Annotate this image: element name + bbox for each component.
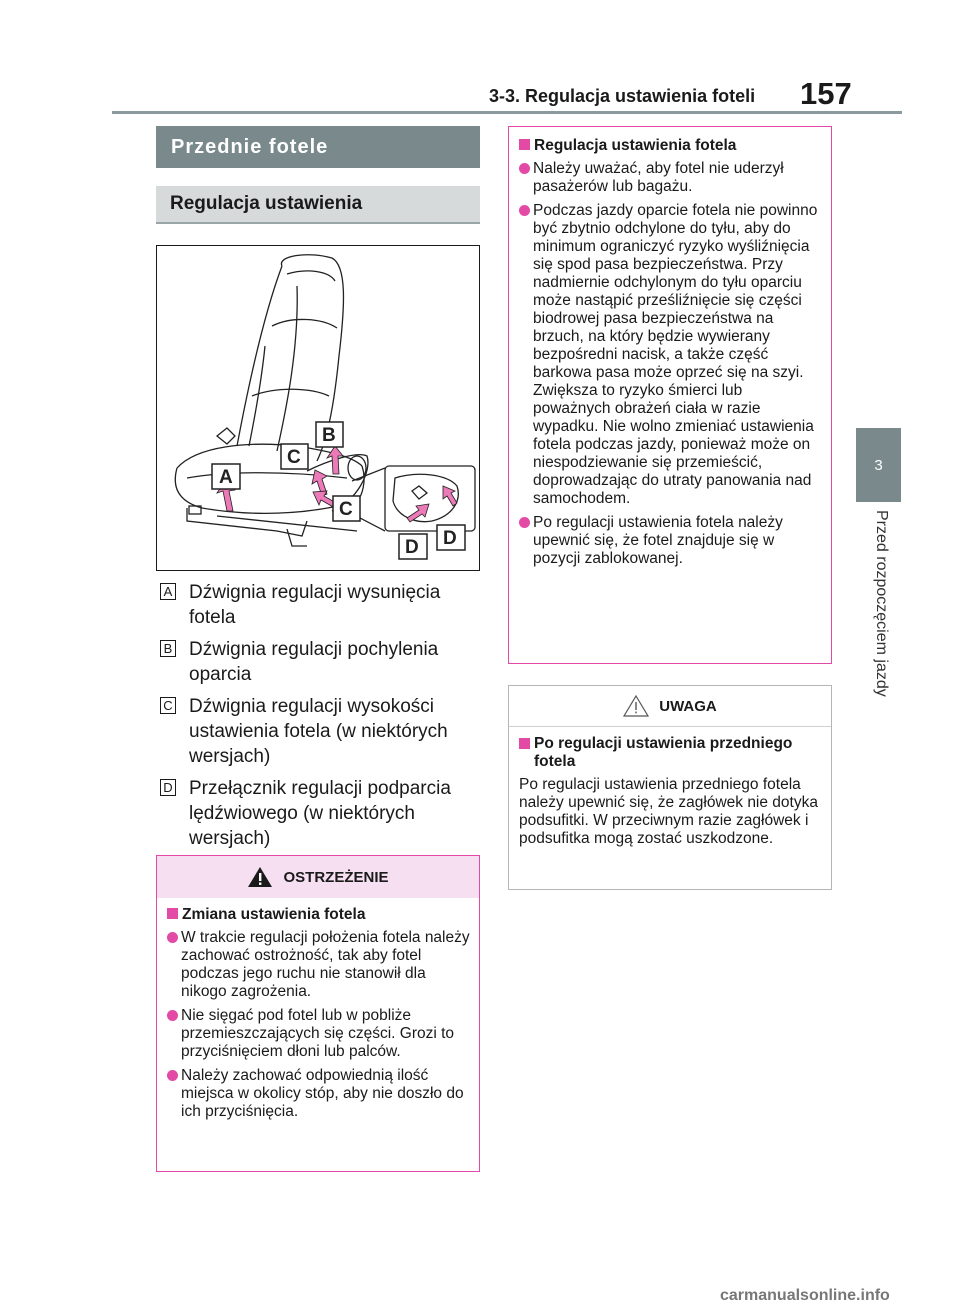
warning-bullet-2 [167,1007,471,1061]
caution-header [509,686,831,727]
legend-item-c [156,694,480,769]
figure-label-d-left: D [405,537,419,558]
bullet-dot-icon [167,1070,178,1081]
main-heading: Przednie fotele [156,126,480,168]
caution-text: Po regulacji ustawienia przedniego fotela należy upewnić się, że zagłówek nie dotyka podsufitki. W przeciwnym razie zagłówek i podsufitka mogą zostać uszkodzone. [519,776,818,847]
seat-drawing [157,246,479,570]
legend-key-a: A [160,583,176,600]
square-bullet-icon [519,139,530,150]
caution-triangle-icon [623,695,649,717]
figure-label-d-right: D [443,528,457,549]
legend-text-b: Dźwignia regulacji pochylenia oparcia [189,639,439,685]
warning-title: OSTRZEŻENIE [283,868,389,886]
info-box [508,126,832,664]
warning-triangle-icon [247,866,273,888]
info-body [509,127,831,582]
warning-header [157,856,479,898]
chapter-label: Przed rozpoczęciem jazdy [873,510,890,697]
info-bullet-text: Podczas jazdy oparcie fotela nie powinno być zbytnio odchylone do tyłu, aby do minimum ograniczyć ryzyko wyśliźnięcia się spod pasa bezpieczeństwa. Przy nadmiernie odchylonym do tyłu oparciu może nastąpić prześliźnięcie się części biodrowej pasa bezpieczeństwa na brzuch, na który będzie wywierany bezpośredni nacisk, a także część barkowa pasa może oprzeć się na szyi. Zwiększa to ryzyko śmierci lub poważnych obrażeń ciała w razie wypadku. Nie wolno zmieniać ustawienia fotela podczas jazdy, ponieważ może on niespodziewanie się przemieścić, doprowadzając do utraty panowania nad samochodem. [533,202,818,507]
legend-item-d [156,776,480,851]
warning-subhead [167,906,471,924]
legend-key-b: B [160,640,176,657]
bullet-dot-icon [167,932,178,943]
sub-heading: Regulacja ustawienia [156,186,480,224]
caution-box [508,685,832,890]
warning-bullet-text: Nie sięgać pod fotel lub w pobliże przemieszczających się części. Grozi to przyciśnięciem dłoni lub palców. [181,1007,455,1060]
bullet-dot-icon [519,163,530,174]
caution-subhead-text: Po regulacji ustawienia przedniego fotela [534,735,793,770]
figure-label-b: B [322,425,336,446]
legend-text-c: Dźwignia regulacji wysokości ustawienia fotela (w niektórych wersjach) [189,696,448,767]
legend-key-d: D [160,779,176,796]
warning-box [156,855,480,1172]
bullet-dot-icon [519,205,530,216]
chapter-tab: 3 [856,428,901,502]
figure-label-c-top: C [287,447,301,468]
warning-bullet-1 [167,929,471,1001]
page-number: 157 [800,76,852,111]
info-subhead [519,137,823,155]
warning-bullet-3 [167,1067,471,1121]
bullet-dot-icon [167,1010,178,1021]
warning-subhead-text: Zmiana ustawienia fotela [182,906,366,923]
square-bullet-icon [167,908,178,919]
caution-body [509,727,831,856]
caution-title: UWAGA [659,697,717,715]
square-bullet-icon [519,738,530,749]
legend-item-b [156,637,480,687]
watermark: carmanualsonline.info [720,1287,890,1304]
info-bullet-1 [519,160,823,196]
caution-subhead [519,735,823,771]
warning-bullet-text: W trakcie regulacji położenia fotela należy zachować ostrożność, tak aby fotel podczas jego ruchu nie stanowił dla nikogo zagrożenia. [181,929,470,1000]
seat-illustration [156,245,480,571]
warning-body [157,898,479,1135]
info-subhead-text: Regulacja ustawienia fotela [534,137,737,154]
figure-label-c-bottom: C [339,499,353,520]
legend-item-a [156,580,480,630]
figure-label-a: A [219,467,233,488]
info-bullet-2 [519,202,823,508]
figure-legend [156,580,480,858]
info-bullet-text: Należy uważać, aby fotel nie uderzył pasażerów lub bagażu. [533,160,784,195]
bullet-dot-icon [519,517,530,528]
section-title: 3-3. Regulacja ustawienia foteli [489,86,756,106]
info-bullet-text: Po regulacji ustawienia fotela należy upewnić się, że fotel znajduje się w pozycji zablokowanej. [533,514,783,567]
info-bullet-3 [519,514,823,568]
header-divider [112,111,902,114]
warning-bullet-text: Należy zachować odpowiednią ilość miejsca w okolicy stóp, aby nie doszło do ich przyciśnięcia. [181,1067,464,1120]
legend-text-a: Dźwignia regulacji wysunięcia fotela [189,582,441,628]
legend-key-c: C [160,697,176,714]
legend-text-d: Przełącznik regulacji podparcia lędźwiowego (w niektórych wersjach) [189,778,451,849]
